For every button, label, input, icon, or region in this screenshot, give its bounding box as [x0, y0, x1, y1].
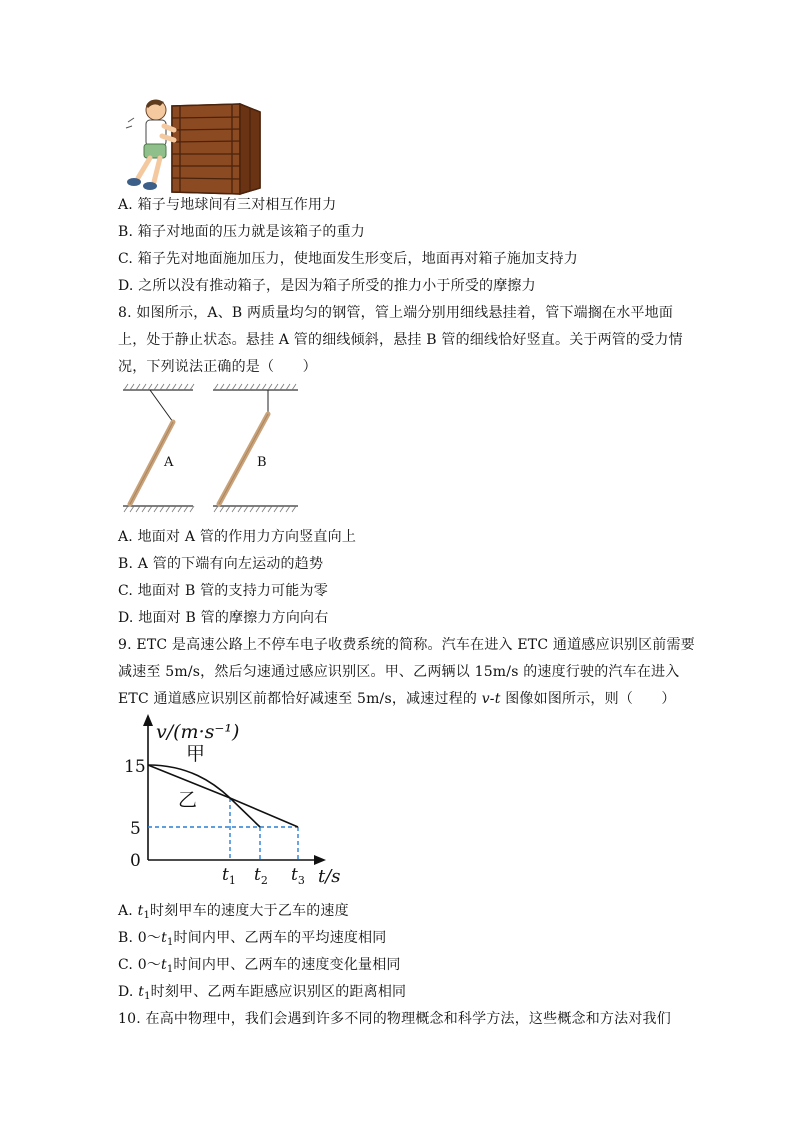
q9-option-c	[118, 954, 401, 975]
q9-option-c-pre: C. 0～	[118, 957, 162, 973]
q7-option-a: A. 箱子与地球间有三对相互作用力	[118, 197, 337, 213]
y-axis-label: v/(m·s⁻¹)	[156, 721, 240, 743]
q9-option-b-sub: 1	[166, 937, 174, 948]
q9-option-c-t: t	[161, 957, 167, 973]
q9-option-b-pre: B. 0～	[118, 930, 162, 946]
q9-option-d-sub: 1	[144, 991, 151, 1002]
x-tick-t1: $t_1$	[222, 865, 236, 887]
boy-pushing-crate-illustration	[120, 96, 270, 196]
x-tick-t2: $t_2$	[254, 865, 268, 887]
series-yi-line	[148, 765, 298, 827]
q9-option-b-t: t	[161, 930, 167, 946]
q9-option-c-post: 时间内甲、乙两车的速度变化量相同	[173, 957, 401, 973]
q9-option-a-post: 时刻甲车的速度大于乙车的速度	[150, 903, 349, 919]
series-yi-label: 乙	[178, 789, 198, 811]
q8-stem-line-3: 况，下列说法正确的是（ ）	[118, 359, 317, 375]
series-jia-label: 甲	[186, 743, 206, 765]
pipe-b-label: B	[257, 455, 267, 470]
q9-option-d-pre: D.	[118, 984, 139, 1000]
q9-option-b	[118, 927, 387, 948]
q7-option-c: C. 箱子先对地面施加压力，使地面发生形变后，地面再对箱子施加支持力	[118, 251, 578, 267]
q9-option-b-post: 时间内甲、乙两车的平均速度相同	[173, 930, 387, 946]
q9-stem-3-pre: ETC 通道感应识别区前都恰好减速至 5m/s，减速过程的	[118, 691, 482, 707]
q9-option-d	[118, 981, 406, 1002]
y-tick-15: 15	[124, 757, 146, 777]
q9-stem-line-1: 9. ETC 是高速公路上不停车电子收费系统的简称。汽车在进入 ETC 通道感应识别区前需要	[118, 637, 695, 653]
q9-option-c-sub: 1	[166, 964, 174, 975]
q10-stem-line-1: 10. 在高中物理中，我们会遇到许多不同的物理概念和科学方法，这些概念和方法对我们	[118, 1011, 671, 1027]
q9-stem-3-post: 图像如图所示，则（ ）	[500, 691, 676, 707]
q8-stem-line-1: 8. 如图所示，A、B 两质量均匀的钢管，管上端分别用细线悬挂着，管下端搁在水平地面	[118, 305, 674, 321]
q8-option-c: C. 地面对 B 管的支持力可能为零	[118, 583, 328, 599]
q9-stem-line-2: 减速至 5m/s，然后匀速通过感应识别区。甲、乙两辆以 15m/s 的速度行驶的汽车在进入	[118, 664, 680, 680]
q9-option-a-sub: 1	[143, 910, 151, 921]
q9-option-a	[118, 900, 349, 921]
q7-option-d: D. 之所以没有推动箱子，是因为箱子所受的推力小于所受的摩擦力	[118, 278, 536, 294]
q7-option-b: B. 箱子对地面的压力就是该箱子的重力	[118, 224, 365, 240]
q9-option-a-pre: A.	[118, 903, 138, 919]
y-axis-arrow	[143, 714, 153, 726]
series-jia-curve	[148, 765, 260, 827]
x-tick-t3: $t_3$	[291, 865, 305, 887]
y-tick-5: 5	[130, 819, 141, 839]
q9-stem-line-3	[118, 688, 676, 708]
q9-option-a-t: t	[137, 903, 144, 919]
y-tick-0: 0	[130, 851, 141, 871]
x-axis-label: t/s	[318, 866, 341, 887]
vt-chart	[118, 712, 358, 892]
q9-stem-3-vt: v-t	[481, 691, 501, 707]
q8-option-d: D. 地面对 B 管的摩擦力方向向右	[118, 610, 329, 626]
q8-stem-line-2: 上，处于静止状态。悬挂 A 管的细线倾斜，悬挂 B 管的细线恰好竖直。关于两管的受力情	[118, 332, 683, 348]
q8-option-b: B. A 管的下端有向左运动的趋势	[118, 556, 324, 572]
q9-option-d-post: 时刻甲、乙两车距感应识别区的距离相同	[150, 984, 407, 1000]
pipe-a-label: A	[164, 455, 174, 470]
q8-option-a: A. 地面对 A 管的作用力方向竖直向上	[118, 529, 357, 545]
q8-pipes-figure	[118, 380, 318, 520]
q9-option-d-t: t	[138, 984, 145, 1000]
x-axis-arrow	[314, 855, 326, 865]
